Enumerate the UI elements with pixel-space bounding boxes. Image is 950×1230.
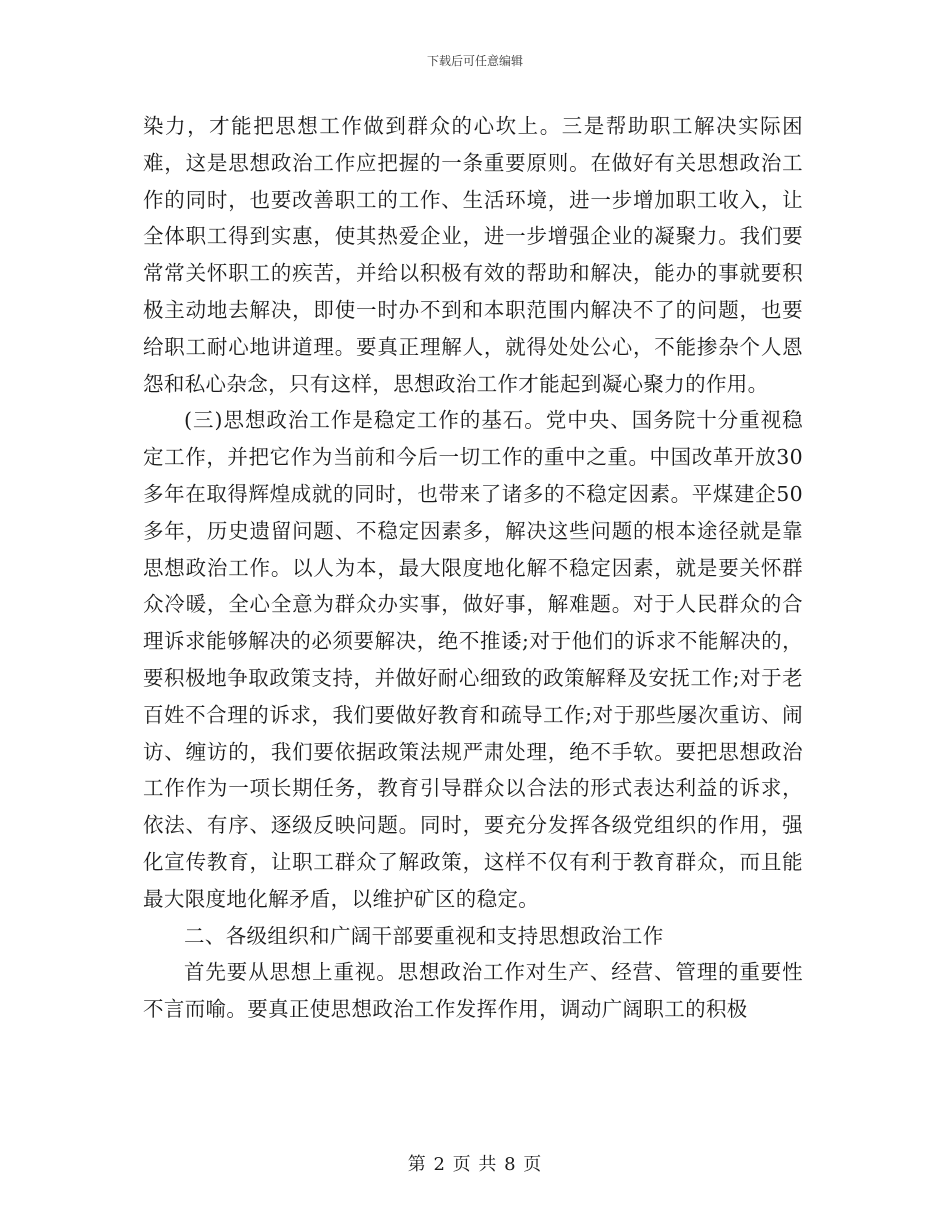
page-header: 下载后可任意编辑 [426,54,523,68]
page-footer: 第 2 页 共 8 页 [407,1154,543,1175]
paragraph-3: 首先要从思想上重视。思想政治工作对生产、经营、管理的重要性不言而喻。要真正使思想政治工作发挥作用，调动广阔职工的积极 [143,960,803,1022]
paragraph-1: 染力，才能把思想工作做到群众的心坎上。三是帮助职工解决实际困难，这是思想政治工作应把握的一条重要原则。在做好有关思想政治工作的同时，也要改善职工的工作、生活环境，进一步增加职工收入，让全体职工得到实惠，使其热爱企业，进一步增强企业的凝聚力。我们要常常关怀职工的疾苦，并给以积极有效的帮助和解决，能办的事就要积极主动地去解决，即使一时办不到和本职范围内解决不了的问题，也要给职工耐心地讲道理。要真正理解人，就得处处公心，不能掺杂个人恩怨和私心杂念，只有这样，思想政治工作才能起到凝心聚力的作用。 [143,114,803,396]
section-heading: 二、各级组织和广阔干部要重视和支持思想政治工作 [184,923,664,948]
document-body [143,108,803,1028]
paragraph-2: (三)思想政治工作是稳定工作的基石。党中央、国务院十分重视稳定工作，并把它作为当前和今后一切工作的重中之重。中国改革开放30多年在取得辉煌成就的同时，也带来了诸多的不稳定因素。平煤建企50多年，历史遗留问题、不稳定因素多，解决这些问题的根本途径就是靠思想政治工作。以人为本，最大限度地化解不稳定因素，就是要关怀群众冷暖，全心全意为群众办实事，做好事，解难题。对于人民群众的合理诉求能够解决的必须要解决，绝不推诿;对于他们的诉求不能解决的，要积极地争取政策支持，并做好耐心细致的政策解释及安抚工作;对于老百姓不合理的诉求，我们要做好教育和疏导工作;对于那些屡次重访、闹访、缠访的，我们要依据政策法规严肃处理，绝不手软。要把思想政治工作作为一项长期任务，教育引导群众以合法的形式表达利益的诉求，依法、有序、逐级反映问题。同时，要充分发挥各级党组织的作用，强化宣传教育，让职工群众了解政策，这样不仅有利于教育群众，而且能最大限度地化解矛盾，以维护矿区的稳定。 [143,408,803,911]
